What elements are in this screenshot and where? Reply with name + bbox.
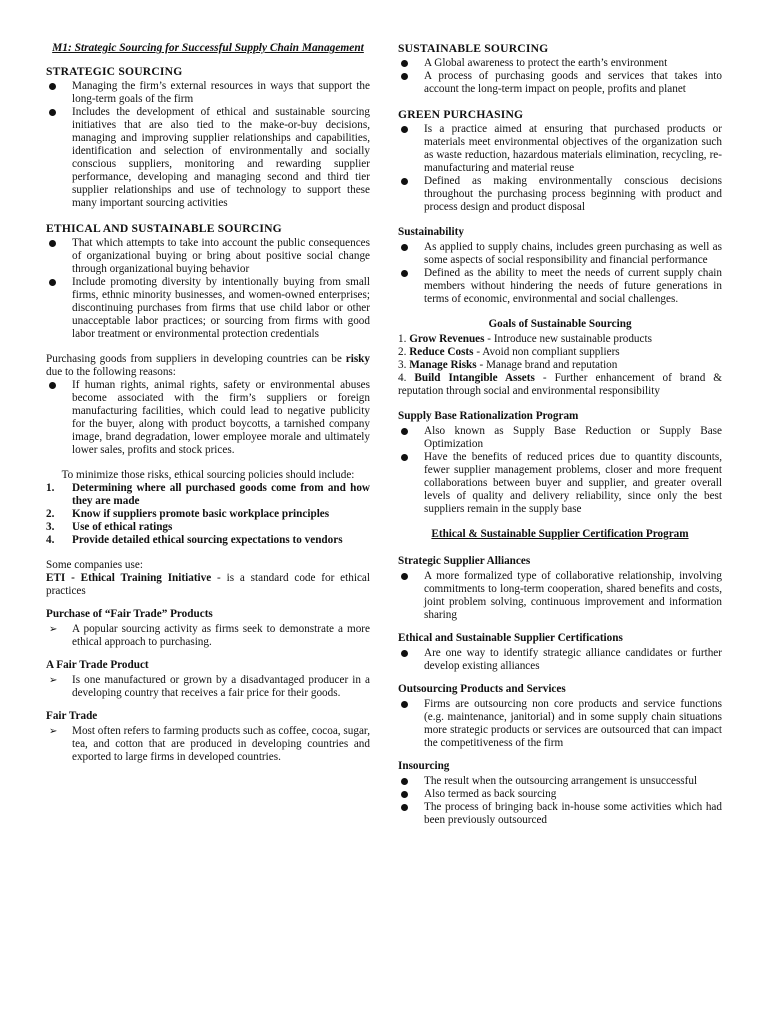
companies-intro: Some companies use: — [46, 559, 143, 571]
list-item: Are one way to identify strategic alliance candidates or further develop existing alliances — [398, 647, 722, 673]
list-item: The result when the outsourcing arrangement is unsuccessful — [398, 775, 722, 788]
list-item: 1. Determining where all purchased goods come from and how they are made — [46, 482, 370, 507]
bullet-icon — [401, 73, 408, 80]
bullet-icon — [401, 778, 408, 785]
list-item: 4. Build Intangible Assets - Further enhancement of brand & reputation through social and environmental responsibility — [398, 372, 722, 397]
bullet-icon — [401, 270, 408, 277]
document-title: M1: Strategic Sourcing for Successful Supply Chain Management — [52, 42, 364, 54]
supply-base-list — [398, 425, 722, 516]
bullet-icon — [401, 804, 408, 811]
bullet-icon — [401, 126, 408, 133]
arrow-bullet-icon: ➢ — [49, 726, 58, 737]
heading-sustainable-sourcing: SUSTAINABLE SOURCING — [398, 42, 549, 55]
fair-trade-purchase-list — [46, 623, 370, 649]
left-column — [46, 42, 370, 764]
certifications-list — [398, 647, 722, 673]
bullet-icon — [401, 791, 408, 798]
bullet-icon — [401, 454, 408, 461]
list-item: Includes the development of ethical and sustainable sourcing initiatives that are also tied to the make-or-buy decisions, managing and improving supplier relationships and capabilities, identification and selection of environmentally and socially conscious suppliers, monitoring and rewarding supplier performance, developing and managing second and third tier supplier relationships and use of technology to support these many important sourcing activities — [46, 106, 370, 210]
fair-trade-product-list — [46, 674, 370, 700]
list-item: Defined as making environmentally conscious decisions throughout the purchasing process beginning with product and process design and product disposal — [398, 175, 722, 214]
list-item: A Global awareness to protect the earth’s environment — [398, 57, 722, 70]
risky-list — [46, 379, 370, 457]
arrow-bullet-icon: ➢ — [49, 624, 58, 635]
policies-intro: To minimize those risks, ethical sourcing policies should include: — [61, 469, 355, 481]
list-item: Have the benefits of reduced prices due to quantity discounts, fewer supplier management problems, closer and more frequent collaborations between buyer and supplier, and greater overall levels of quality and delivery reliability, since only the best suppliers remain in the supply base — [398, 451, 722, 516]
list-item: The process of bringing back in-house some activities which had been previously outsourced — [398, 801, 722, 827]
bullet-icon — [401, 701, 408, 708]
heading-sustainability: Sustainability — [398, 226, 464, 238]
list-item: 1. Grow Revenues - Introduce new sustainable products — [398, 333, 652, 345]
list-item: That which attempts to take into account the public consequences of organizational buying or bring about positive social change through organizational buying behavior — [46, 237, 370, 276]
sustainability-list — [398, 241, 722, 306]
list-item: ➢ A popular sourcing activity as firms seek to demonstrate a more ethical approach to purchasing. — [49, 623, 370, 648]
list-item: A process of purchasing goods and services that takes into account the long-term impact on people, profits and planet — [398, 70, 722, 96]
list-item: 2. Know if suppliers promote basic workplace principles — [46, 508, 330, 520]
list-item: If human rights, animal rights, safety or environmental abuses become associated with the firm’s suppliers or foreign manufacturing facilities, which could lead to negative publicity for the buyer, along with product boycotts, a tarnished company image, brand degradation, lower employee morale and ultimately lower sales, profits and stock prices. — [46, 379, 370, 457]
list-item: Firms are outsourcing non core products and service functions (e.g. maintenance, janitorial) and in some supply chain situations more strategic products or services are outsourced that can impact the competitiveness of the firm — [398, 698, 722, 750]
bullet-icon — [49, 279, 56, 286]
fair-trade-list — [46, 725, 370, 764]
heading-insourcing: Insourcing — [398, 760, 450, 772]
alliances-list — [398, 570, 722, 622]
list-item: 3. Manage Risks - Manage brand and reputation — [398, 359, 618, 371]
bullet-icon — [401, 428, 408, 435]
list-item: Managing the firm’s external resources in ways that support the long-term goals of the firm — [46, 80, 370, 106]
bullet-icon — [401, 650, 408, 657]
heading-green-purchasing: GREEN PURCHASING — [398, 108, 524, 121]
heading-fair-trade-product: A Fair Trade Product — [46, 659, 149, 671]
outsourcing-list — [398, 698, 722, 750]
list-item: Defined as the ability to meet the needs of current supply chain members without hindering the needs of future generations in terms of economic, environmental and social challenges. — [398, 267, 722, 306]
bullet-icon — [49, 83, 56, 90]
list-item: A more formalized type of collaborative relationship, involving commitments to long-term cooperation, shared benefits and costs, joint problem solving, continuous improvement and information sharing — [398, 570, 722, 622]
bullet-icon — [401, 244, 408, 251]
eti-definition: ETI - Ethical Training Initiative - is a standard code for ethical practices — [46, 572, 370, 597]
list-item: ➢ Is one manufactured or grown by a disadvantaged producer in a developing country that receives a fair price for their goods. — [49, 674, 370, 699]
heading-outsourcing: Outsourcing Products and Services — [398, 683, 566, 695]
list-item: As applied to supply chains, includes green purchasing as well as some aspects of social responsibility and financial performance — [398, 241, 722, 267]
bullet-icon — [49, 109, 56, 116]
right-column — [398, 42, 722, 827]
bullet-icon — [49, 382, 56, 389]
list-item: Also termed as back sourcing — [398, 788, 722, 801]
insourcing-list — [398, 775, 722, 827]
list-item: Include promoting diversity by intentionally buying from small firms, ethnic minority businesses, and women-owned enterprises; discontinuing purchases from firms that use child labor or other unacceptable labor practices; or sourcing from firms with good labor treatment or environmental protection credentials — [46, 276, 370, 341]
ethical-sourcing-list — [46, 237, 370, 341]
green-purchasing-list — [398, 123, 722, 214]
bullet-icon — [401, 178, 408, 185]
heading-fair-trade: Fair Trade — [46, 710, 98, 722]
bullet-icon — [401, 60, 408, 67]
bullet-icon — [49, 240, 56, 247]
list-item: ➢ Most often refers to farming products such as coffee, cocoa, sugar, tea, and cotton that are produced in developing countries and exported to large firms in developed countries. — [49, 725, 370, 763]
list-item: Is a practice aimed at ensuring that purchased products or materials meet environmental objectives of the organization such as waste reduction, hazardous materials elimination, recycling, re-manufacturing and material reuse — [398, 123, 722, 175]
strategic-sourcing-list — [46, 80, 370, 210]
arrow-bullet-icon: ➢ — [49, 675, 58, 686]
heading-certifications: Ethical and Sustainable Supplier Certifications — [398, 632, 623, 644]
sustainable-sourcing-list — [398, 57, 722, 96]
heading-fair-trade-purchase: Purchase of “Fair Trade” Products — [46, 608, 213, 620]
list-item: 2. Reduce Costs - Avoid non compliant suppliers — [398, 346, 620, 358]
heading-strategic-sourcing: STRATEGIC SOURCING — [46, 65, 183, 78]
goals-list — [398, 333, 722, 398]
heading-ethical-sustainable-sourcing: ETHICAL AND SUSTAINABLE SOURCING — [46, 222, 282, 235]
list-item: 4. Provide detailed ethical sourcing expectations to vendors — [46, 534, 343, 546]
list-item: Also known as Supply Base Reduction or Supply Base Optimization — [398, 425, 722, 451]
heading-strategic-alliances: Strategic Supplier Alliances — [398, 555, 531, 567]
policies-list — [46, 482, 370, 547]
risky-paragraph: Purchasing goods from suppliers in developing countries can be risky due to the following reasons: — [46, 353, 370, 378]
heading-certification-program: Ethical & Sustainable Supplier Certification Program — [431, 528, 689, 540]
heading-supply-base: Supply Base Rationalization Program — [398, 410, 579, 422]
bullet-icon — [401, 573, 408, 580]
list-item: 3. Use of ethical ratings — [46, 521, 173, 533]
heading-goals: Goals of Sustainable Sourcing — [488, 318, 632, 330]
